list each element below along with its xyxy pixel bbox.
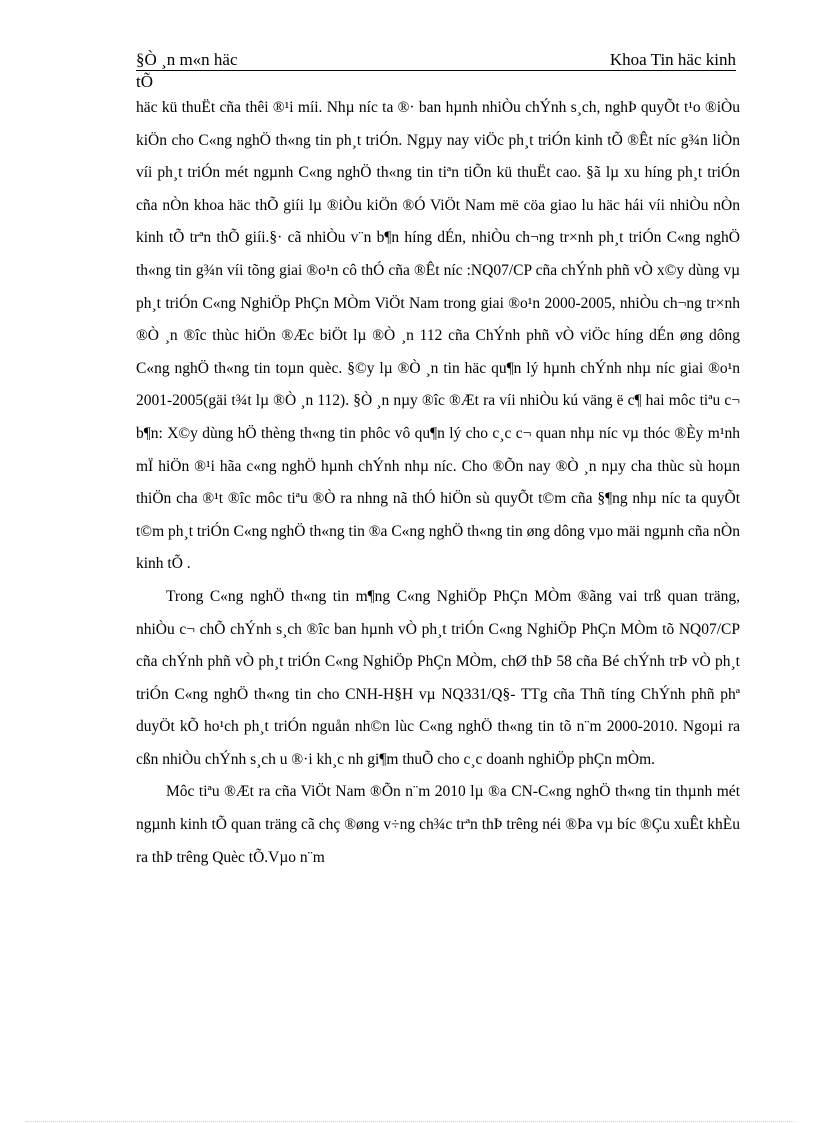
paragraph-1: häc kü thuËt cña thêi ®¹i míi. Nhµ níc ta ®· ban hµnh nhiÒu chÝnh s¸ch, nghÞ quyÕt t¹o ®iÒu kiÖn cho C«ng nghÖ th«ng tin ph¸t triÓn. Ngµy nay viÖc ph¸t triÓn kinh tÕ ®Êt níc g¾n liÒn víi ph¸t triÓn mét ngµnh C«ng nghÖ th«ng tin tiªn tiÕn kü thuËt cao. §ã lµ xu híng ph¸t triÓn cña nÒn khoa häc thÕ giíi lµ ®iÒu kiÖn ®Ó ViÖt Nam më cöa giao lu häc hái víi nhiÒu nÒn kinh tÕ trªn thÕ giíi.§· cã nhiÒu v¨n b¶n híng dÉn, nhiÒu ch¬ng tr×nh ph¸t triÓn C«ng nghÖ th«ng tin g¾n víi tõng giai ®o¹n cô thÓ cña ®Êt níc :NQ07/CP cña chÝnh phñ vÒ x©y dùng vµ ph¸t triÓn C«ng NghiÖp PhÇn MÒm ViÖt Nam trong giai ®o¹n 2000-2005, nhiÒu ch¬ng tr×nh ®Ò ¸n ®îc thùc hiÖn ®Æc biÖt lµ ®Ò ¸n 112 cña ChÝnh phñ vÒ viÖc híng dÉn øng dông C«ng nghÖ th«ng tin toµn quèc. §©y lµ ®Ò ¸n tin häc qu¶n lý hµnh chÝnh nhµ níc giai ®o¹n 2001-2005(gäi t¾t lµ ®Ò ¸n 112). §Ò ¸n nµy ®îc ®Æt ra víi nhiÒu kú väng ë c¶ hai môc tiªu c¬ b¶n: X©y dùng hÖ thèng th«ng tin phôc vô qu¶n lý cho c¸c c¬ quan nhµ níc vµ thóc ®Èy m¹nh mÏ hiÖn ®¹i hãa c«ng nghÖ hµnh chÝnh nhµ níc. Cho ®Õn nay ®Ò ¸n nµy cha thùc sù hoµn thiÖn cha ®¹t ®îc môc tiªu ®Ò ra nhng nã thÓ hiÖn sù quyÕt t©m cña §¶ng nhµ níc ta quyÕt t©m ph¸t triÓn C«ng nghÖ th«ng tin ®a C«ng nghÖ th«ng tin øng dông vµo mäi ngµnh cña nÒn kinh tÕ . bbox=[136, 99, 740, 573]
header-left-text: §Ò ¸n m«n häc bbox=[136, 50, 238, 69]
paragraph-3: Môc tiªu ®Æt ra cña ViÖt Nam ®Õn n¨m 2010 lµ ®a CN-C«ng nghÖ th«ng tin thµnh mét ngµnh kinh tÕ quan träng cã chç ®øng v÷ng ch¾c trªn thÞ trêng néi ®Þa vµ bíc ®Çu xuÊt khÈu ra thÞ trêng Quèc tÕ.Vµo n¨m bbox=[136, 783, 740, 866]
header-right-text: Khoa Tin häc kinh bbox=[609, 50, 736, 69]
page-bottom-divider bbox=[26, 1121, 794, 1122]
paragraph-2: Trong C«ng nghÖ th«ng tin m¶ng C«ng NghiÖp PhÇn MÒm ®ãng vai trß quan träng, nhiÒu c¬ chÕ chÝnh s¸ch ®îc ban hµnh vÒ ph¸t triÓn C«ng NghiÖp PhÇn MÒm tõ NQ07/CP cña chÝnh phñ vÒ ph¸t triÓn C«ng NghiÖp PhÇn MÒm, chØ thÞ 58 cña Bé chÝnh trÞ vÒ ph¸t triÓn C«ng nghÖ th«ng tin cho CNH-H§H vµ NQ331/Q§- TTg cña Thñ tíng ChÝnh phñ phª duyÖt kÕ ho¹ch ph¸t triÓn nguån nh©n lùc C«ng nghÖ th«ng tin tõ n¨m 2000-2010. Ngoµi ra cßn nhiÒu chÝnh s¸ch u ®·i kh¸c nh gi¶m thuÕ cho c¸c doanh nghiÖp phÇn mÒm. bbox=[136, 587, 740, 768]
document-body bbox=[136, 92, 740, 874]
page-header bbox=[136, 50, 736, 71]
header-wrap-text: tÕ bbox=[136, 72, 153, 91]
